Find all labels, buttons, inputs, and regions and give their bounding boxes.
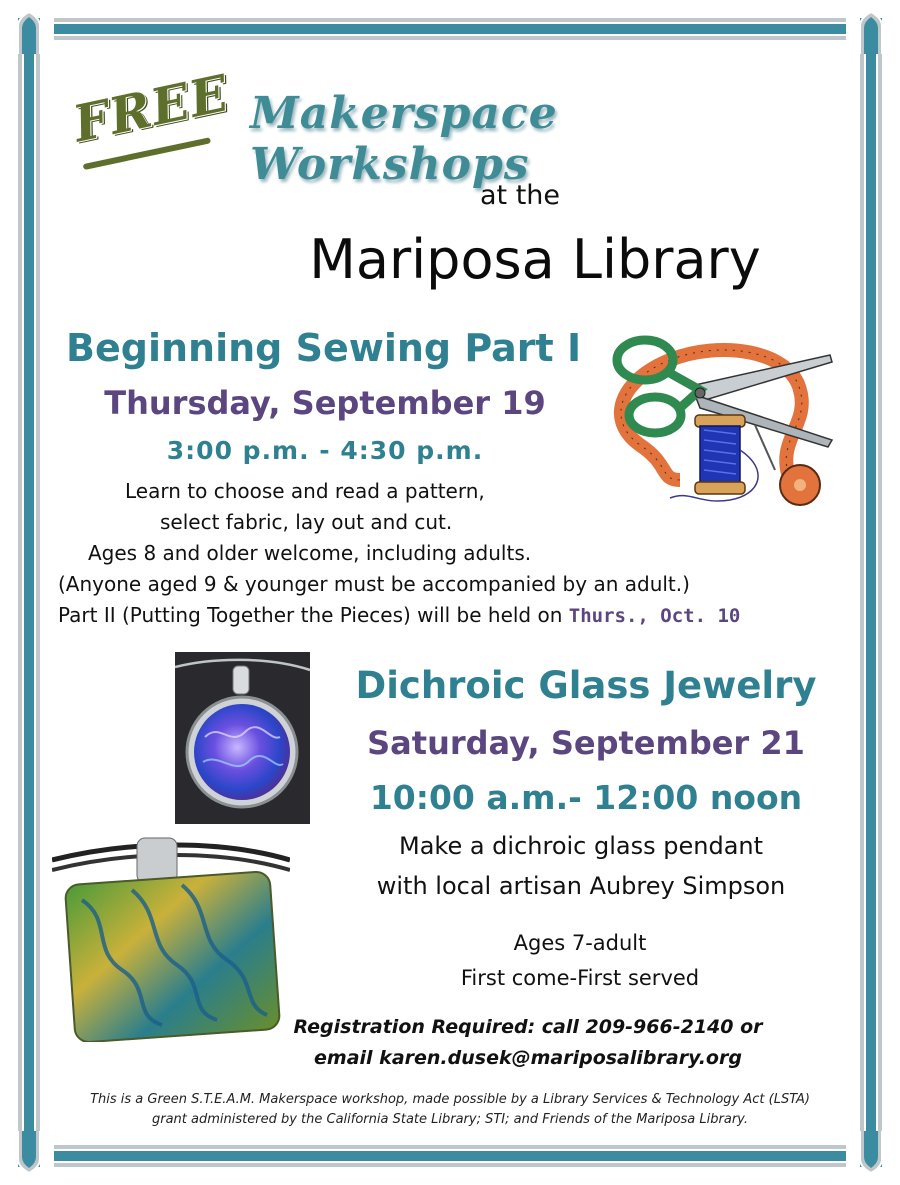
workshop1-time: 3:00 p.m. - 4:30 p.m. bbox=[166, 436, 484, 465]
workshop2-time: 10:00 a.m.- 12:00 noon bbox=[369, 778, 803, 817]
registration-email: email karen.dusek@mariposalibrary.org bbox=[314, 1047, 742, 1069]
subtitle-at-the: at the bbox=[479, 180, 561, 211]
workshop1-desc-line3: Ages 8 and older welcome, including adults. bbox=[88, 541, 532, 565]
registration-info bbox=[268, 1012, 788, 1074]
workshop2-ages bbox=[420, 926, 740, 996]
workshop2-title: Dichroic Glass Jewelry bbox=[355, 664, 817, 707]
workshop1-description bbox=[40, 476, 840, 632]
frame-top bbox=[30, 18, 870, 40]
part2-text: Part II (Putting Together the Pieces) will be held on bbox=[58, 603, 569, 627]
workshop2-policy-line: First come-First served bbox=[460, 966, 700, 990]
frame-corner-icon bbox=[846, 1131, 894, 1179]
frame-bottom bbox=[30, 1145, 870, 1167]
registration-phone: Registration Required: call 209-966-2140 or bbox=[293, 1016, 763, 1038]
frame-corner-icon bbox=[846, 6, 894, 54]
workshop2-desc-line1: Make a dichroic glass pendant bbox=[398, 832, 764, 860]
library-name: Mariposa Library bbox=[309, 228, 761, 291]
frame-left bbox=[18, 30, 40, 1155]
frame-corner-icon bbox=[6, 6, 54, 54]
workshop1-desc-line5 bbox=[40, 600, 840, 632]
glass-pendant-icon bbox=[52, 830, 290, 1042]
free-badge bbox=[68, 63, 235, 204]
page-title: Makerspace Workshops bbox=[250, 88, 558, 190]
workshop1-date: Thursday, September 19 bbox=[104, 384, 546, 422]
frame-right bbox=[860, 30, 882, 1155]
workshop1-desc-line1: Learn to choose and read a pattern, bbox=[125, 479, 485, 503]
workshop2-date: Saturday, September 21 bbox=[367, 724, 805, 762]
workshop2-description bbox=[336, 826, 826, 906]
glass-pendant-icon bbox=[175, 652, 310, 824]
workshop2-desc-line2: with local artisan Aubrey Simpson bbox=[376, 872, 786, 900]
funding-footer bbox=[55, 1090, 845, 1130]
footer-line1: This is a Green S.T.E.A.M. Makerspace workshop, made possible by a Library Services & Technology Act (LSTA) bbox=[90, 1092, 810, 1107]
workshop1-desc-line4: (Anyone aged 9 & younger must be accompanied by an adult.) bbox=[58, 572, 690, 596]
workshop2-ages-line: Ages 7-adult bbox=[513, 931, 647, 955]
workshop1-desc-line2: select fabric, lay out and cut. bbox=[160, 510, 453, 534]
free-label: FREE bbox=[68, 63, 235, 154]
part2-date: Thurs., Oct. 10 bbox=[568, 605, 741, 627]
workshop1-title: Beginning Sewing Part I bbox=[66, 326, 582, 370]
footer-line2: grant administered by the California State Library; STI; and Friends of the Mariposa Library. bbox=[151, 1112, 748, 1127]
frame-corner-icon bbox=[6, 1131, 54, 1179]
